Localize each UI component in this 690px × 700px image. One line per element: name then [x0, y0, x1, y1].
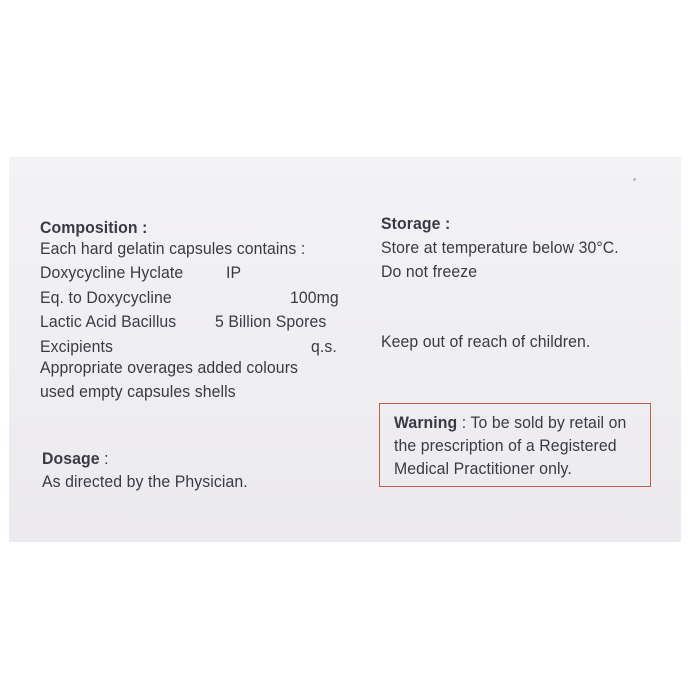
composition-row-value: 100mg	[290, 288, 339, 307]
dosage-colon: :	[99, 449, 109, 468]
keep-away-children-text: Keep out of reach of children.	[381, 332, 591, 351]
storage-heading: Storage :	[381, 214, 451, 233]
composition-row-value: IP	[226, 263, 242, 282]
composition-row-name: Doxycycline Hyclate	[40, 263, 184, 282]
warning-label: Warning	[394, 413, 458, 432]
warning-text: : To be sold by retail on	[457, 413, 627, 432]
composition-row-value: 5 Billion Spores	[215, 312, 327, 331]
composition-row-value: q.s.	[311, 337, 337, 356]
warning-line: Medical Practitioner only.	[394, 459, 572, 478]
storage-line: Store at temperature below 30°C.	[381, 238, 619, 257]
warning-line: the prescription of a Registered	[394, 436, 617, 455]
dosage-text: As directed by the Physician.	[42, 472, 248, 491]
dosage-heading-line	[42, 449, 109, 469]
storage-line: Do not freeze	[381, 262, 478, 281]
composition-row-name: Lactic Acid Bacillus	[40, 312, 177, 331]
composition-note: Appropriate overages added colours	[40, 358, 299, 377]
composition-row-name: Excipients	[40, 337, 113, 356]
composition-intro: Each hard gelatin capsules contains :	[40, 239, 306, 258]
medicine-carton-panel	[9, 157, 681, 542]
dosage-heading: Dosage	[42, 449, 100, 468]
composition-note: used empty capsules shells	[40, 382, 236, 401]
composition-row-name: Eq. to Doxycycline	[40, 288, 172, 307]
warning-line	[394, 413, 626, 433]
composition-heading: Composition :	[40, 218, 148, 237]
speck	[633, 178, 636, 181]
